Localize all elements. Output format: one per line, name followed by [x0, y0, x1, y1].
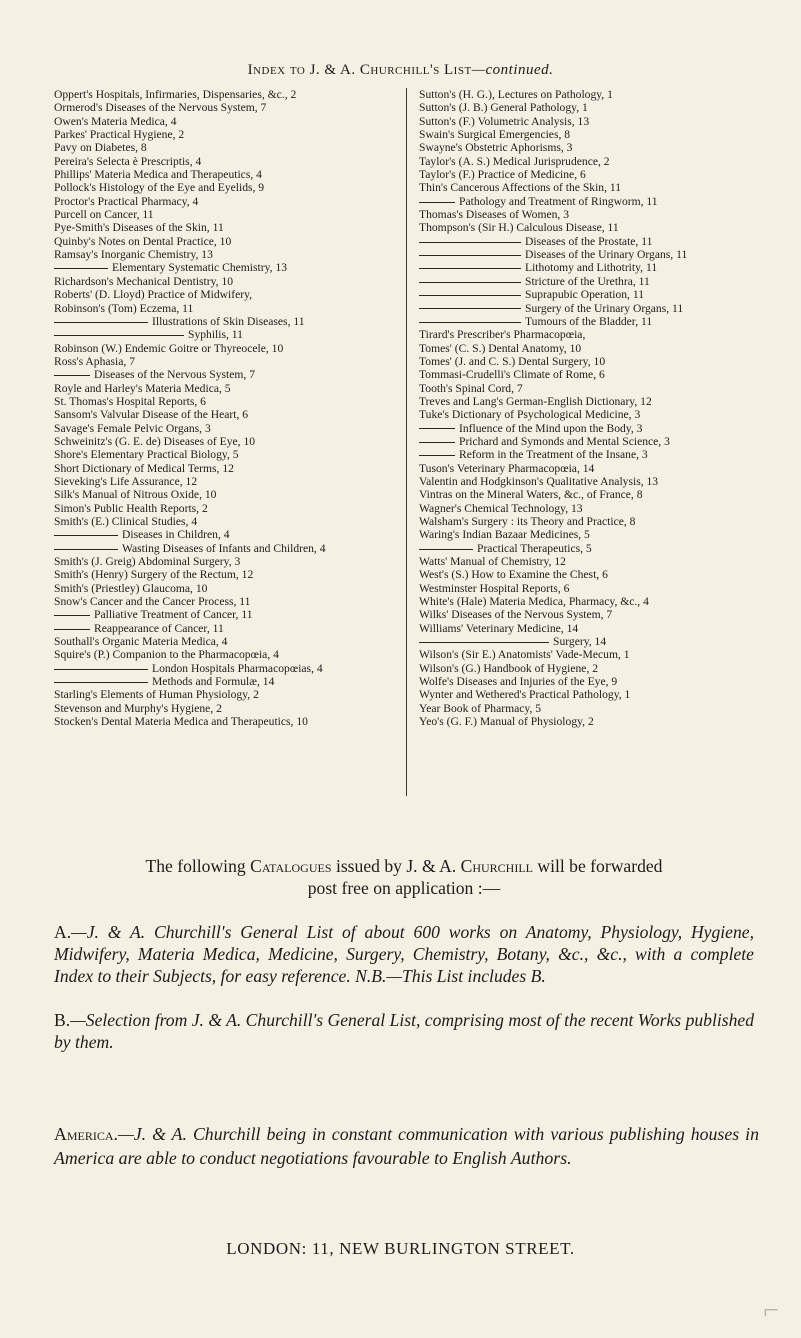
index-entry-text: Snow's Cancer and the Cancer Process, 11: [54, 595, 251, 609]
index-entry: [419, 155, 754, 168]
index-entry-text: Starling's Elements of Human Physiology, 2: [54, 688, 259, 702]
index-entry-text: Pereira's Selecta è Prescriptis, 4: [54, 154, 202, 168]
index-entry: [419, 261, 754, 274]
index-entry: [54, 568, 389, 581]
index-entry: [54, 515, 389, 528]
index-entry-text: Suprapubic Operation, 11: [525, 288, 645, 302]
index-entry: [419, 435, 754, 448]
index-entry: [54, 355, 389, 368]
ditto-rule: [419, 255, 521, 256]
index-entry: [54, 115, 389, 128]
america-section: [54, 1122, 759, 1170]
ditto-rule: [54, 335, 184, 336]
index-entry-text: Smith's (E.) Clinical Studies, 4: [54, 515, 198, 528]
index-entry: [419, 248, 754, 261]
index-entry-text: Shore's Elementary Practical Biology, 5: [54, 448, 239, 462]
index-entry: [419, 115, 754, 128]
index-entry-text: Elementary Systematic Chemistry, 13: [112, 261, 288, 275]
ditto-rule: [419, 428, 455, 429]
index-entry: [54, 168, 389, 181]
index-entry: [54, 475, 389, 488]
intro-issued-by: issued by J. & A.: [335, 856, 457, 876]
index-entry-text: Watts' Manual of Chemistry, 12: [419, 555, 566, 569]
index-entry-text: Tuson's Veterinary Pharmacopœia, 14: [419, 461, 595, 475]
index-entry: [54, 248, 389, 261]
index-entry-text: Owen's Materia Medica, 4: [54, 114, 177, 128]
index-entry-text: Wilks' Diseases of the Nervous System, 7: [419, 608, 613, 622]
index-entry: [419, 448, 754, 461]
index-entry-text: Sansom's Valvular Disease of the Heart, 6: [54, 408, 249, 422]
index-entry: [419, 675, 754, 688]
ditto-rule: [54, 682, 148, 683]
index-entry-text: London Hospitals Pharmacopœias, 4: [152, 661, 323, 675]
ditto-rule: [419, 242, 521, 243]
index-entry-text: Surgery, 14: [553, 635, 607, 649]
index-entry-text: Wasting Diseases of Infants and Children, 4: [122, 541, 326, 555]
index-entry: [419, 648, 754, 661]
index-entry: [419, 595, 754, 608]
ditto-rule: [54, 322, 148, 323]
index-entry: [419, 528, 754, 541]
index-entry: [54, 608, 389, 621]
intro-text: The following: [145, 856, 246, 876]
index-entry: [54, 502, 389, 515]
index-entry: [419, 608, 754, 621]
ditto-rule: [419, 322, 521, 323]
index-entry: [54, 702, 389, 715]
index-entry-text: Sutton's (F.) Volumetric Analysis, 13: [419, 114, 590, 128]
catalogue-b: [54, 1009, 754, 1053]
index-entry: [419, 462, 754, 475]
index-entry: [54, 315, 389, 328]
index-entry-text: Oppert's Hospitals, Infirmaries, Dispensaries, &c., 2: [54, 88, 297, 101]
index-entry: [54, 368, 389, 381]
index-entry: [419, 328, 754, 341]
index-entry: [54, 275, 389, 288]
index-entry: [54, 675, 389, 688]
index-entry-text: Westminster Hospital Reports, 6: [419, 581, 570, 595]
index-entry: [54, 688, 389, 701]
index-entry-text: Practical Therapeutics, 5: [477, 541, 592, 555]
index-entry: [54, 435, 389, 448]
index-entry: [54, 328, 389, 341]
running-head-title: Index to J. & A. Churchill's List: [247, 62, 472, 78]
catalogue-b-text: —Selection from J. & A. Churchill's General List, comprising most of the recent Works published by them.: [54, 1010, 754, 1052]
index-entry: [54, 128, 389, 141]
index-entry-text: Tooth's Spinal Cord, 7: [419, 381, 523, 395]
catalogues-section: [54, 855, 754, 1075]
column-divider: [406, 88, 407, 796]
index-entry: [419, 168, 754, 181]
index-entry-text: West's (S.) How to Examine the Chest, 6: [419, 568, 608, 582]
index-entry: [54, 422, 389, 435]
index-entry-text: Tomes' (J. and C. S.) Dental Surgery, 10: [419, 354, 606, 368]
index-entry-text: Wagner's Chemical Technology, 13: [419, 501, 583, 515]
index-entry-text: Sutton's (J. B.) General Pathology, 1: [419, 101, 588, 115]
index-entry: [419, 542, 754, 555]
index-entry: [419, 488, 754, 501]
ditto-rule: [54, 615, 90, 616]
catalogues-intro: [54, 855, 754, 899]
index-entry-text: Stevenson and Murphy's Hygiene, 2: [54, 701, 222, 715]
catalogue-a-text: —J. & A. Churchill's General List of about 600 works on Anatomy, Physiology, Hygiene, Midwifery, Materia Medica, Medicine, Surgery, Chemistry, Botany, &c., &c., with a complete Index to their Subjects, for easy reference. N.B.—This List includes B.: [54, 922, 754, 986]
ditto-rule: [419, 308, 521, 309]
index-entry: [54, 488, 389, 501]
index-entry-text: Phillips' Materia Medica and Therapeutics, 4: [54, 168, 262, 182]
index-entry: [54, 715, 389, 728]
index-entry-text: Tumours of the Bladder, 11: [525, 314, 653, 328]
index-entry-text: Tomes' (C. S.) Dental Anatomy, 10: [419, 341, 582, 355]
index-entry-text: Silk's Manual of Nitrous Oxide, 10: [54, 488, 217, 502]
ditto-rule: [419, 202, 455, 203]
ditto-rule: [54, 629, 90, 630]
index-entry: [419, 302, 754, 315]
index-entry: [54, 662, 389, 675]
index-entry-text: Syphilis, 11: [188, 328, 243, 342]
index-entry: [419, 515, 754, 528]
index-entry-text: Roberts' (D. Lloyd) Practice of Midwifery,: [54, 288, 253, 302]
ditto-rule: [419, 455, 455, 456]
index-entry: [419, 368, 754, 381]
index-entry-text: Ross's Aphasia, 7: [54, 354, 135, 368]
index-entry: [54, 302, 389, 315]
index-entry-text: Robinson's (Tom) Eczema, 11: [54, 301, 194, 315]
index-entry-text: Walsham's Surgery : its Theory and Practice, 8: [419, 515, 636, 528]
index-entry-text: Ormerod's Diseases of the Nervous System, 7: [54, 101, 267, 115]
index-entry: [419, 221, 754, 234]
index-entry-text: Williams' Veterinary Medicine, 14: [419, 621, 579, 635]
index-entry: [54, 595, 389, 608]
index-entry-text: Wilson's (Sir E.) Anatomists' Vade-Mecum, 1: [419, 648, 630, 662]
index-entry-text: Wilson's (G.) Handbook of Hygiene, 2: [419, 661, 599, 675]
index-entry-text: Taylor's (A. S.) Medical Jurisprudence, 2: [419, 154, 610, 168]
index-entry-text: Reform in the Treatment of the Insane, 3: [459, 448, 648, 462]
index-entry-text: Simon's Public Health Reports, 2: [54, 501, 208, 515]
index-entry-text: Thomas's Diseases of Women, 3: [419, 208, 570, 222]
index-entry-text: Stricture of the Urethra, 11: [525, 274, 650, 288]
index-entry-text: Stocken's Dental Materia Medica and Therapeutics, 10: [54, 715, 308, 729]
ditto-rule: [419, 549, 473, 550]
index-entry-text: Sieveking's Life Assurance, 12: [54, 474, 198, 488]
index-entry: [419, 88, 754, 101]
index-entry: [419, 715, 754, 728]
ditto-rule: [54, 268, 108, 269]
index-entry-text: Quinby's Notes on Dental Practice, 10: [54, 234, 232, 248]
index-entry-text: Pollock's Histology of the Eye and Eyelids, 9: [54, 181, 265, 195]
index-entry-text: Swayne's Obstetric Aphorisms, 3: [419, 141, 573, 155]
index-entry: [419, 702, 754, 715]
index-entry: [54, 528, 389, 541]
index-entry-text: Thompson's (Sir H.) Calculous Disease, 11: [419, 221, 619, 235]
index-entry: [419, 235, 754, 248]
index-entry-text: Palliative Treatment of Cancer, 11: [94, 608, 253, 622]
index-entry: [54, 622, 389, 635]
ditto-rule: [419, 642, 549, 643]
index-entry: [419, 568, 754, 581]
index-entry-text: Pavy on Diabetes, 8: [54, 141, 147, 155]
index-entry-text: Methods and Formulæ, 14: [152, 675, 275, 689]
index-entry-text: Diseases of the Nervous System, 7: [94, 368, 255, 382]
index-entry-text: Wynter and Wethered's Practical Pathology, 1: [419, 688, 631, 702]
index-entry-text: Robinson (W.) Endemic Goitre or Thyreocele, 10: [54, 341, 284, 355]
running-head: [0, 62, 801, 79]
index-entry: [419, 688, 754, 701]
index-entry-text: Short Dictionary of Medical Terms, 12: [54, 461, 234, 475]
index-entry: [419, 181, 754, 194]
ditto-rule: [54, 549, 118, 550]
index-entry: [54, 555, 389, 568]
index-entry-text: Reappearance of Cancer, 11: [94, 621, 224, 635]
index-entry: [54, 221, 389, 234]
index-entry-text: Treves and Lang's German-English Dictionary, 12: [419, 394, 652, 408]
index-entry-text: Schweinitz's (G. E. de) Diseases of Eye, 10: [54, 434, 256, 448]
index-entry-text: Savage's Female Pelvic Organs, 3: [54, 421, 211, 435]
index-entry-text: Sutton's (H. G.), Lectures on Pathology, 1: [419, 88, 613, 101]
index-entry-text: Smith's (Priestley) Glaucoma, 10: [54, 581, 208, 595]
index-entry-text: Diseases of the Prostate, 11: [525, 234, 653, 248]
index-entry-text: Waring's Indian Bazaar Medicines, 5: [419, 528, 590, 542]
ditto-rule: [54, 669, 148, 670]
index-entry: [419, 342, 754, 355]
index-column-right: [419, 88, 754, 729]
intro-post-free: post free on application :—: [307, 878, 501, 898]
index-entry-text: Pye-Smith's Diseases of the Skin, 11: [54, 221, 224, 235]
index-entry-text: Proctor's Practical Pharmacy, 4: [54, 194, 199, 208]
index-entry: [54, 261, 389, 274]
index-entry: [54, 288, 389, 301]
index-entry-text: Valentin and Hodgkinson's Qualitative Analysis, 13: [419, 474, 659, 488]
intro-forwarded: will be forwarded: [537, 856, 663, 876]
ditto-rule: [54, 375, 90, 376]
index-entry: [419, 101, 754, 114]
index-entry-text: Smith's (Henry) Surgery of the Rectum, 12: [54, 568, 254, 582]
index-entry-text: Southall's Organic Materia Medica, 4: [54, 635, 228, 649]
index-entry: [54, 181, 389, 194]
index-entry-text: Illustrations of Skin Diseases, 11: [152, 314, 305, 328]
index-entry: [54, 342, 389, 355]
catalogue-a: [54, 921, 754, 987]
index-entry: [419, 128, 754, 141]
index-entry-text: Richardson's Mechanical Dentistry, 10: [54, 274, 234, 288]
index-entry: [419, 395, 754, 408]
index-entry: [54, 542, 389, 555]
index-entry: [54, 88, 389, 101]
index-entry: [419, 635, 754, 648]
index-entry: [419, 355, 754, 368]
index-entry: [419, 475, 754, 488]
index-entry-text: Diseases of the Urinary Organs, 11: [525, 248, 688, 262]
america-label: America.: [54, 1124, 118, 1144]
index-entry-text: Ramsay's Inorganic Chemistry, 13: [54, 248, 213, 262]
index-entry-text: White's (Hale) Materia Medica, Pharmacy, &c., 4: [419, 595, 649, 609]
index-entry: [54, 635, 389, 648]
index-entry-text: Vintras on the Mineral Waters, &c., of France, 8: [419, 488, 643, 502]
index-entry: [419, 662, 754, 675]
index-entry-text: Prichard and Symonds and Mental Science, 3: [459, 434, 670, 448]
index-entry-text: Tirard's Prescriber's Pharmacopœia,: [419, 328, 586, 342]
index-entry: [419, 195, 754, 208]
index-entry: [54, 448, 389, 461]
index-entry-text: Squire's (P.) Companion to the Pharmacopœia, 4: [54, 648, 279, 662]
ditto-rule: [419, 295, 521, 296]
index-entry: [419, 408, 754, 421]
index-entry: [54, 395, 389, 408]
index-entry: [54, 155, 389, 168]
index-entry: [419, 208, 754, 221]
intro-churchill: Churchill: [460, 856, 533, 876]
index-entry-text: St. Thomas's Hospital Reports, 6: [54, 394, 206, 408]
index-entry-text: Diseases in Children, 4: [122, 528, 230, 542]
america-text: —J. & A. Churchill being in constant communication with various publishing houses in America are able to conduct negotiations favourable to English Authors.: [54, 1124, 759, 1168]
index-entry: [54, 462, 389, 475]
index-entry: [54, 408, 389, 421]
index-entry: [419, 622, 754, 635]
index-entry-text: Swain's Surgical Emergencies, 8: [419, 128, 571, 142]
index-entry: [54, 195, 389, 208]
index-entry-text: Year Book of Pharmacy, 5: [419, 701, 542, 715]
catalogue-b-label: B.: [54, 1010, 71, 1030]
index-entry-text: Tuke's Dictionary of Psychological Medicine, 3: [419, 408, 641, 422]
intro-catalogues: Catalogues: [250, 856, 332, 876]
index-entry: [54, 582, 389, 595]
ditto-rule: [419, 268, 521, 269]
index-entry: [419, 422, 754, 435]
index-entry: [54, 208, 389, 221]
index-entry-text: Yeo's (G. F.) Manual of Physiology, 2: [419, 715, 594, 729]
index-entry: [54, 648, 389, 661]
index-entry: [54, 101, 389, 114]
index-entry-text: Royle and Harley's Materia Medica, 5: [54, 381, 231, 395]
index-entry-text: Lithotomy and Lithotrity, 11: [525, 261, 658, 275]
index-entry: [419, 315, 754, 328]
index-entry: [419, 288, 754, 301]
ditto-rule: [54, 535, 118, 536]
index-entry-text: Taylor's (F.) Practice of Medicine, 6: [419, 168, 586, 182]
index-entry-text: Smith's (J. Greig) Abdominal Surgery, 3: [54, 555, 241, 569]
index-entry-text: Purcell on Cancer, 11: [54, 208, 154, 222]
index-entry-text: Influence of the Mind upon the Body, 3: [459, 421, 643, 435]
index-entry: [419, 141, 754, 154]
ditto-rule: [419, 442, 455, 443]
index-entry: [54, 141, 389, 154]
running-head-continued: —continued.: [471, 62, 554, 78]
page-edge-mark: ⌐: [763, 1295, 779, 1326]
index-entry-text: Wolfe's Diseases and Injuries of the Eye, 9: [419, 675, 618, 689]
index-column-left: [54, 88, 389, 729]
index-entry-text: Pathology and Treatment of Ringworm, 11: [459, 194, 658, 208]
catalogue-a-label: A.: [54, 922, 72, 942]
index-entry-text: Parkes' Practical Hygiene, 2: [54, 128, 185, 142]
index-entry: [54, 235, 389, 248]
index-entry: [419, 275, 754, 288]
index-entry-text: Surgery of the Urinary Organs, 11: [525, 301, 684, 315]
index-entry: [419, 555, 754, 568]
index-entry-text: Thin's Cancerous Affections of the Skin, 11: [419, 181, 622, 195]
index-entry: [419, 502, 754, 515]
publisher-address: LONDON: 11, NEW BURLINGTON STREET.: [226, 1239, 575, 1258]
index-entry-text: Tommasi-Crudelli's Climate of Rome, 6: [419, 368, 605, 382]
index-entry: [419, 582, 754, 595]
ditto-rule: [419, 282, 521, 283]
index-entry: [419, 382, 754, 395]
index-entry: [54, 382, 389, 395]
